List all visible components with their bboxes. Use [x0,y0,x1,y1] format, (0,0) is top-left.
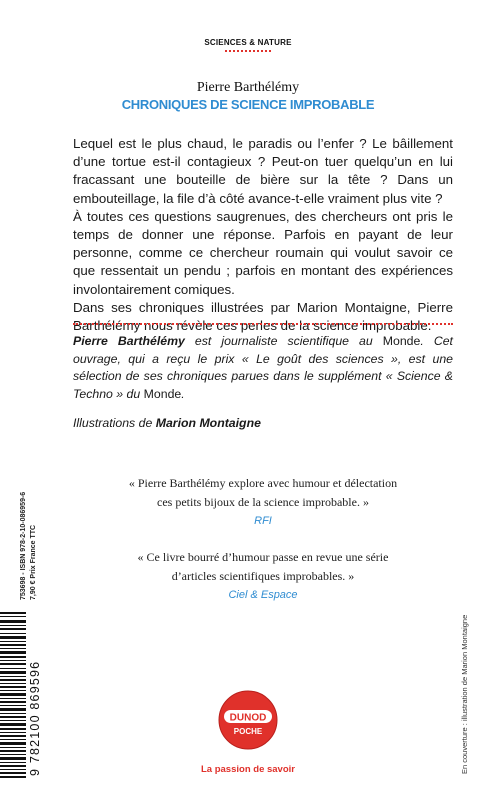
blurb-paragraph-2: À toutes ces questions saugrenues, des chercheurs ont pris le temps de donner une réponse. Parfois en payant de leur personne, comme ce chercheur roumain qui voulut savoir ce que ressentait un pendu ; parfois en montant des expériences involontairement comiques. [73,208,453,297]
bio-monde-2: Monde [143,386,182,401]
quote-1-line-2: ces petits bijoux de la science improbable. » [157,495,369,509]
barcode [0,612,26,778]
illustrations-credit [73,416,453,430]
bio-monde-1: Monde [382,334,421,348]
book-title: CHRONIQUES DE SCIENCE IMPROBABLE [121,97,375,112]
dunod-poche-logo [218,690,278,750]
collection-dotted-rule [225,50,271,52]
illustrator-name: Marion Montaigne [155,416,261,430]
quote-2-source: Ciel & Espace [228,589,298,601]
quote-1-line-1: « Pierre Barthélémy explore avec humour et délectation [128,476,398,490]
logo-top-text: DUNOD [229,712,267,724]
illustrations-prefix: Illustrations de [73,416,156,430]
bio-text-1: est journaliste scientifique au [184,334,383,348]
publisher-tagline: La passion de savoir [201,764,295,775]
quote-1-source: RFI [254,515,272,527]
barcode-digits: 9 782100 869596 [28,660,42,776]
book-author: Pierre Barthélémy [196,80,300,95]
bio-text-3: . [181,386,185,401]
bio-text-2: . Cet ouvrage, qui a reçu le prix « Le goût des sciences », est une sélection de ses chroniques parues dans le supplément « Science & Techno » du [73,334,453,401]
collection-label: SCIENCES & NATURE [204,38,292,47]
logo-bottom-text: POCHE [233,727,263,736]
dotted-separator [73,323,453,325]
quote-2-line-2: d’articles scientifiques improbables. » [171,569,355,583]
price-line: 7,90 € Prix France TTC [30,524,37,600]
collection-header [0,38,496,52]
bio-author-name: Pierre Barthélémy [73,334,185,348]
isbn-line: 753698 - ISBN 978-2-10-086959-6 [20,491,27,600]
author-bio [73,333,453,403]
blurb-paragraph-1: Lequel est le plus chaud, le paradis ou l’enfer ? Le bâillement d’une tortue est-il contagieux ? Peut-on tuer quelqu’un en lui fracassant une bouteille de bière sur la tête ? Dans un embouteillage, la file d’à côté avance-t-elle vraiment plus vite ? [73,136,453,206]
blurb-paragraph-3: Dans ses chroniques illustrées par Marion Montaigne, Pierre Barthélémy nous révèle ces perles de la science improbable. [73,299,453,334]
cover-credit: En couverture : illustration de Marion Montaigne [460,614,469,774]
back-cover-blurb [73,135,453,335]
press-quote-1 [73,474,453,531]
press-quote-2 [73,548,453,605]
quote-2-line-1: « Ce livre bourré d’humour passe en revue une série [137,550,389,564]
